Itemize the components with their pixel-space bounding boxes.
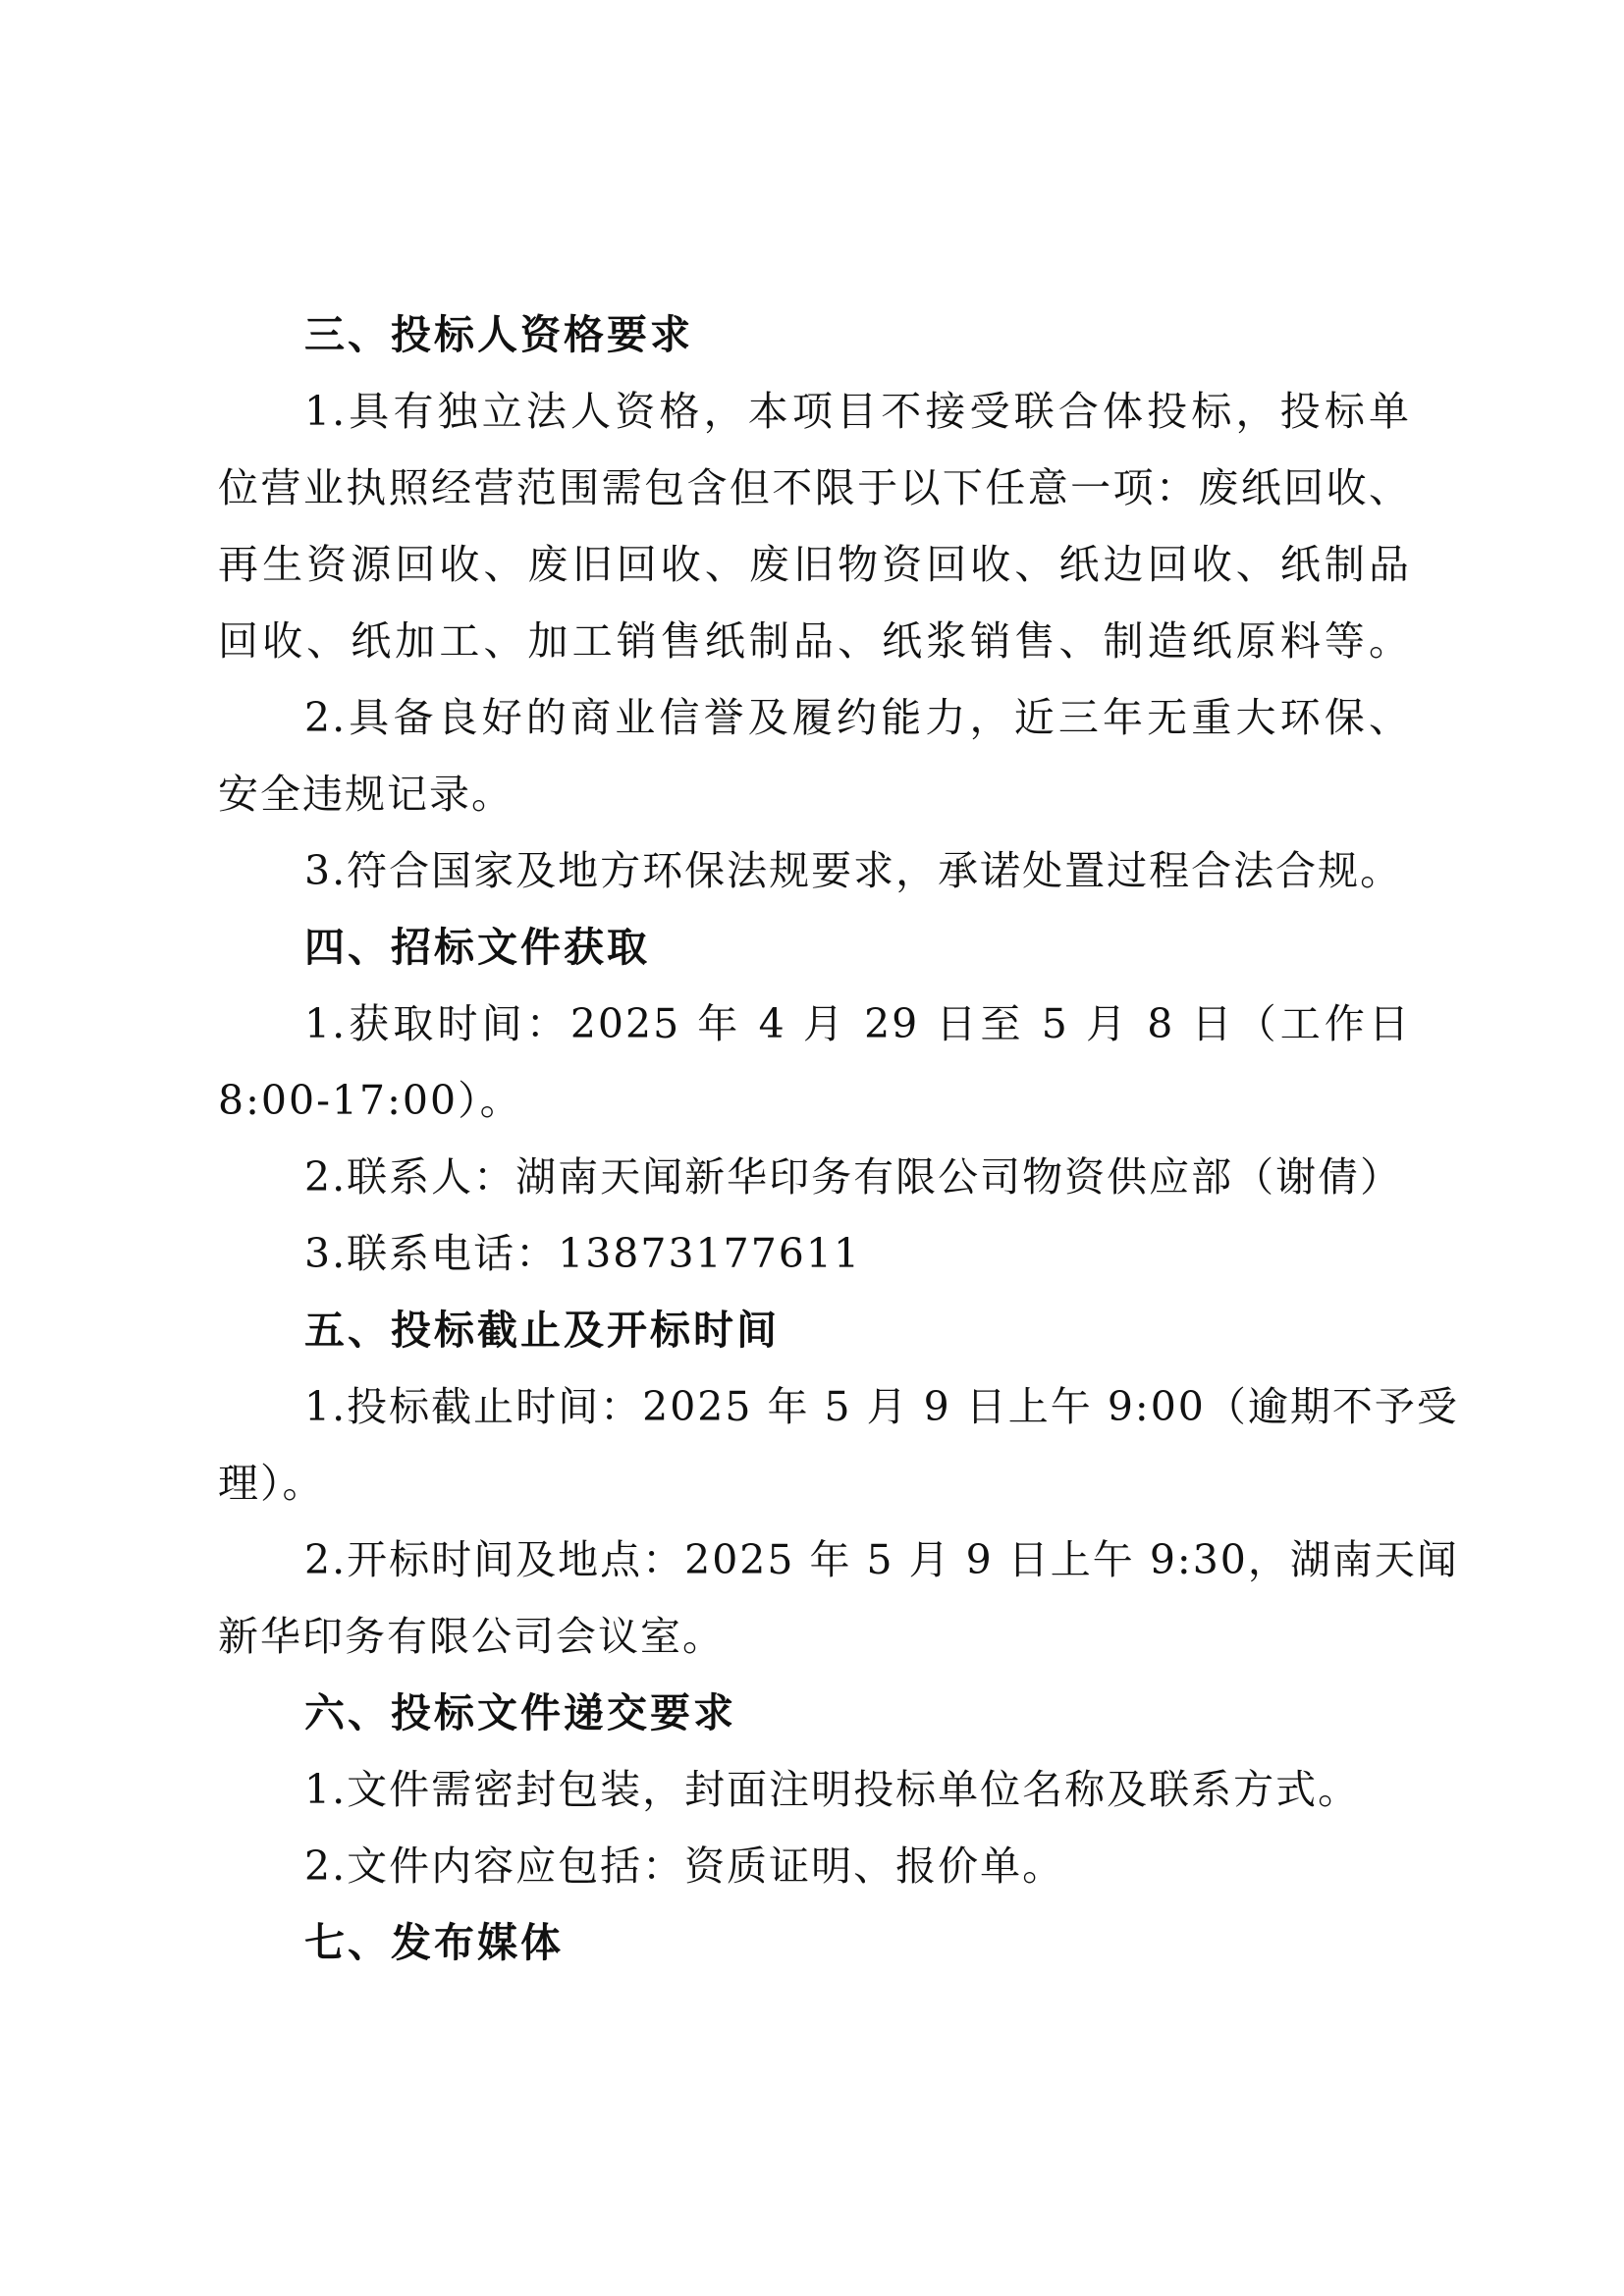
- section-heading-qualifications: 三、投标人资格要求: [304, 311, 693, 358]
- paragraph-line: 安全违规记录。: [218, 771, 514, 818]
- paragraph-line: 2.开标时间及地点：2025 年 5 月 9 日上午 9:30，湖南天闻: [304, 1536, 1459, 1583]
- paragraph-line: 新华印务有限公司会议室。: [218, 1613, 725, 1660]
- paragraph-line: 3.联系电话：13873177611: [304, 1230, 862, 1277]
- paragraph-line: 理）。: [218, 1460, 325, 1507]
- paragraph-line: 2.文件内容应包括：资质证明、报价单。: [304, 1842, 1065, 1890]
- paragraph-line: 2.具备良好的商业信誉及履约能力，近三年无重大环保、: [304, 694, 1411, 741]
- document-body: [218, 296, 1459, 1981]
- section-heading-media: 七、发布媒体: [304, 1919, 564, 1966]
- paragraph-line: 再生资源回收、废旧回收、废旧物资回收、纸边回收、纸制品: [218, 541, 1411, 588]
- section-heading-submission: 六、投标文件递交要求: [304, 1689, 736, 1736]
- paragraph-line: 3.符合国家及地方环保法规要求，承诺处置过程合法合规。: [304, 847, 1403, 894]
- paragraph-line: 2.联系人：湖南天闻新华印务有限公司物资供应部（谢倩）: [304, 1153, 1403, 1201]
- paragraph-line: 1.具有独立法人资格，本项目不接受联合体投标，投标单: [304, 388, 1411, 435]
- paragraph-line: 1.获取时间：2025 年 4 月 29 日至 5 月 8 日（工作日: [304, 1000, 1411, 1047]
- paragraph-line: 1.投标截止时间：2025 年 5 月 9 日上午 9:00（逾期不予受: [304, 1383, 1459, 1430]
- paragraph-line: 位营业执照经营范围需包含但不限于以下任意一项：废纸回收、: [218, 464, 1411, 511]
- paragraph-line: 回收、纸加工、加工销售纸制品、纸浆销售、制造纸原料等。: [218, 617, 1411, 665]
- section-heading-deadline: 五、投标截止及开标时间: [304, 1307, 780, 1354]
- section-heading-document-acquisition: 四、招标文件获取: [304, 924, 650, 971]
- paragraph-line: 8:00-17:00）。: [218, 1077, 522, 1124]
- paragraph-line: 1.文件需密封包装，封面注明投标单位名称及联系方式。: [304, 1766, 1361, 1813]
